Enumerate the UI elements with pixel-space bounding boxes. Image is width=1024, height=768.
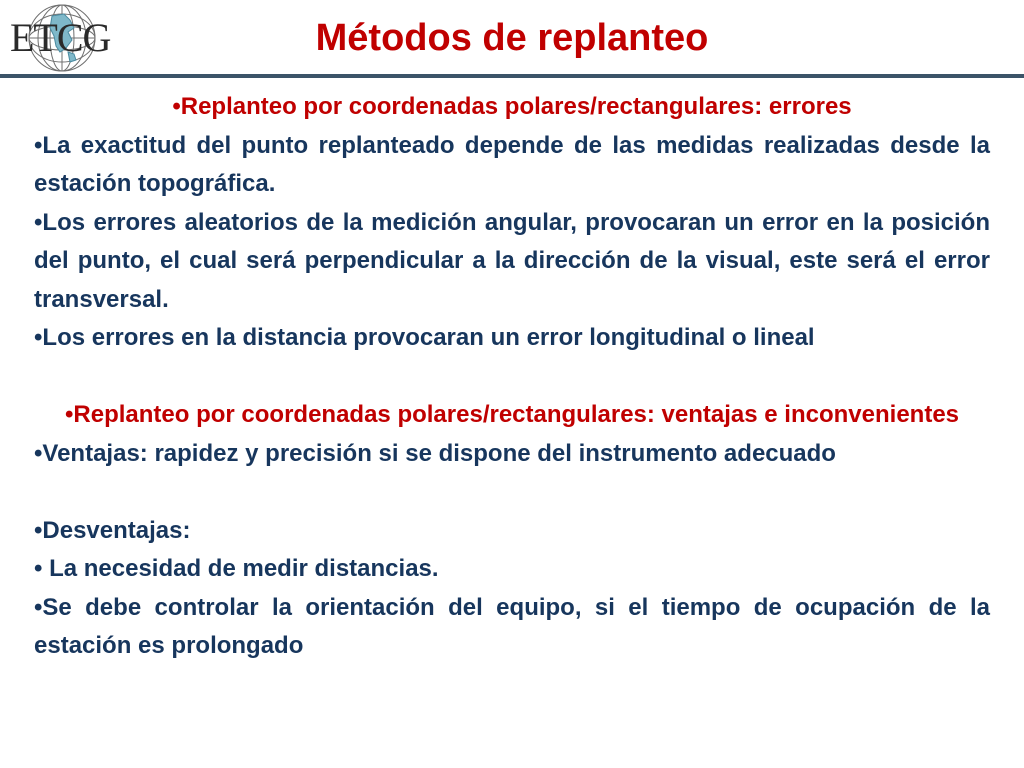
bullet-orientation-control: •Se debe controlar la orientación del equipo, si el tiempo de ocupación de la estación es prolongado — [34, 593, 990, 659]
bullet-measure-distances: • La necesidad de medir distancias. — [34, 555, 439, 582]
bullet-disadvantages: •Desventajas: — [34, 516, 191, 544]
logo-text: ETCG — [10, 15, 111, 60]
section-heading-errors: •Replanteo por coordenadas polares/rectangulares: errores — [172, 93, 852, 120]
spacer — [34, 358, 990, 397]
bullet-distance-errors: •Los errores en la distancia provocaran un error longitudinal o lineal — [34, 324, 815, 351]
page-title: Métodos de replanteo — [315, 17, 709, 59]
bullet-advantages: •Ventajas: rapidez y precisión si se dispone del instrumento adecuado — [34, 439, 836, 467]
slide-body — [34, 88, 990, 666]
spacer — [34, 473, 990, 512]
bullet-angular-errors: •Los errores aleatorios de la medición angular, provocaran un error en la posición del punto, el cual será perpendicular a la dirección de la visual, este será el error transversal. — [34, 208, 990, 313]
section-heading-advantages: •Replanteo por coordenadas polares/rectangulares: ventajas e inconvenientes — [64, 401, 960, 428]
bullet-accuracy: •La exactitud del punto replanteado depende de las medidas realizadas desde la estación topográfica. — [34, 131, 990, 197]
title-divider — [0, 74, 1024, 78]
